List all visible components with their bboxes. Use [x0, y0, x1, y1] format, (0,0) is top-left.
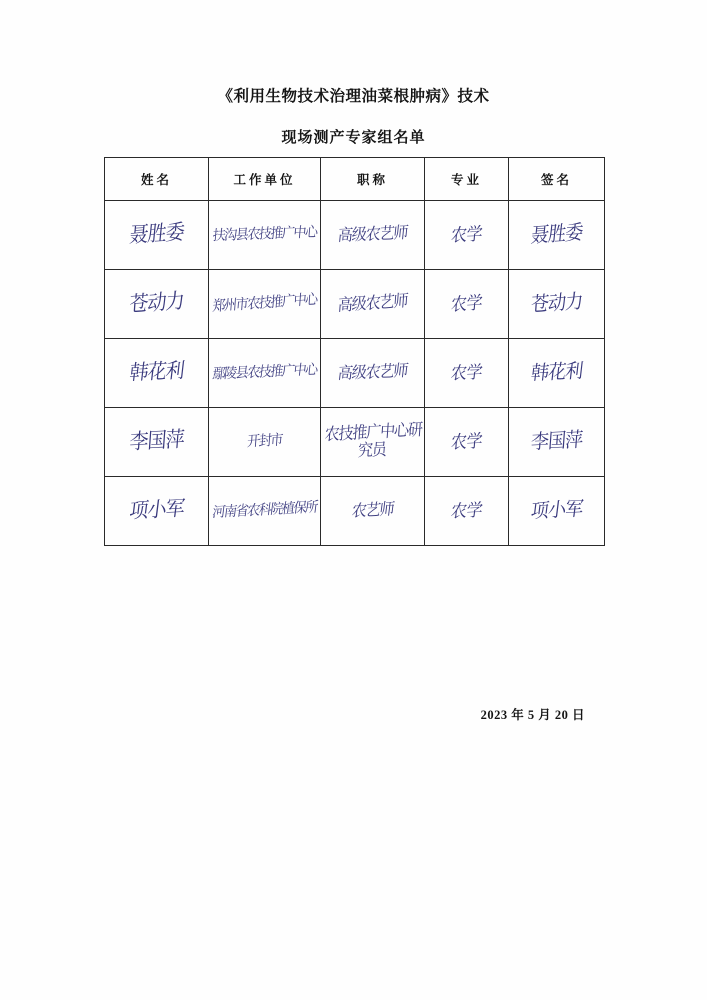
handwritten-unit: 扶沟县农技推广中心 [211, 224, 318, 245]
cell-major [425, 339, 509, 408]
table-row [105, 270, 605, 339]
cell-signature [509, 201, 605, 270]
signature-table-wrapper [104, 157, 604, 546]
cell-unit [209, 270, 321, 339]
handwritten-major: 农学 [449, 498, 484, 522]
cell-major [425, 201, 509, 270]
expert-signature-table [104, 157, 605, 546]
handwritten-title: 高级农艺师 [336, 222, 409, 246]
handwritten-title: 高级农艺师 [337, 290, 409, 316]
cell-major [425, 270, 509, 339]
column-header-unit: 工作单位 [209, 158, 321, 201]
document-date: 2023 年 5 月 20 日 [480, 708, 585, 722]
page-subtitle: 现场测产专家组名单 [281, 130, 426, 146]
handwritten-signature: 韩花利 [529, 359, 584, 385]
handwritten-title: 农艺师 [350, 499, 395, 522]
table-header-row [105, 158, 605, 201]
cell-title [321, 477, 425, 546]
column-header-major: 专业 [425, 158, 509, 201]
table-row [105, 408, 605, 477]
table-row [105, 339, 605, 408]
cell-title [321, 270, 425, 339]
cell-name [105, 339, 209, 408]
table-row [105, 477, 605, 546]
handwritten-name: 项小军 [127, 496, 186, 524]
cell-signature [509, 408, 605, 477]
cell-signature [509, 270, 605, 339]
handwritten-name: 聂胜委 [128, 219, 186, 248]
cell-major [425, 408, 509, 477]
table-body [105, 201, 605, 546]
column-header-name: 姓名 [105, 158, 209, 201]
handwritten-title: 高级农艺师 [336, 360, 409, 384]
handwritten-title: 农技推广中心研究员 [323, 419, 423, 461]
column-header-title: 职称 [321, 158, 425, 201]
handwritten-unit: 河南省农科院植保所 [211, 499, 318, 522]
handwritten-major: 农学 [450, 429, 483, 453]
cell-title [321, 408, 425, 477]
handwritten-signature: 聂胜委 [529, 220, 584, 248]
cell-title [321, 201, 425, 270]
cell-name [105, 477, 209, 546]
handwritten-name: 李国萍 [128, 427, 185, 455]
handwritten-signature: 苍动力 [530, 289, 584, 317]
handwritten-name: 苍动力 [128, 288, 185, 318]
cell-title [321, 339, 425, 408]
cell-unit [209, 477, 321, 546]
cell-signature [509, 339, 605, 408]
handwritten-signature: 李国萍 [530, 427, 584, 455]
handwritten-major: 农学 [450, 222, 484, 246]
page-title: 《利用生物技术治理油菜根肿病》技术 [217, 88, 490, 105]
handwritten-name: 韩花利 [128, 358, 186, 386]
handwritten-unit: 开封市 [246, 432, 283, 451]
handwritten-major: 农学 [449, 360, 484, 384]
cell-unit [209, 339, 321, 408]
cell-name [105, 201, 209, 270]
handwritten-unit: 鄢陵县农技推广中心 [211, 362, 318, 384]
column-header-signature: 签名 [509, 158, 605, 201]
table-header [105, 158, 605, 201]
handwritten-unit: 郑州市农技推广中心 [211, 291, 318, 316]
cell-signature [509, 477, 605, 546]
cell-major [425, 477, 509, 546]
cell-name [105, 270, 209, 339]
cell-unit [209, 201, 321, 270]
handwritten-signature: 项小军 [529, 497, 584, 523]
cell-name [105, 408, 209, 477]
handwritten-major: 农学 [450, 291, 483, 315]
cell-unit [209, 408, 321, 477]
table-row [105, 201, 605, 270]
